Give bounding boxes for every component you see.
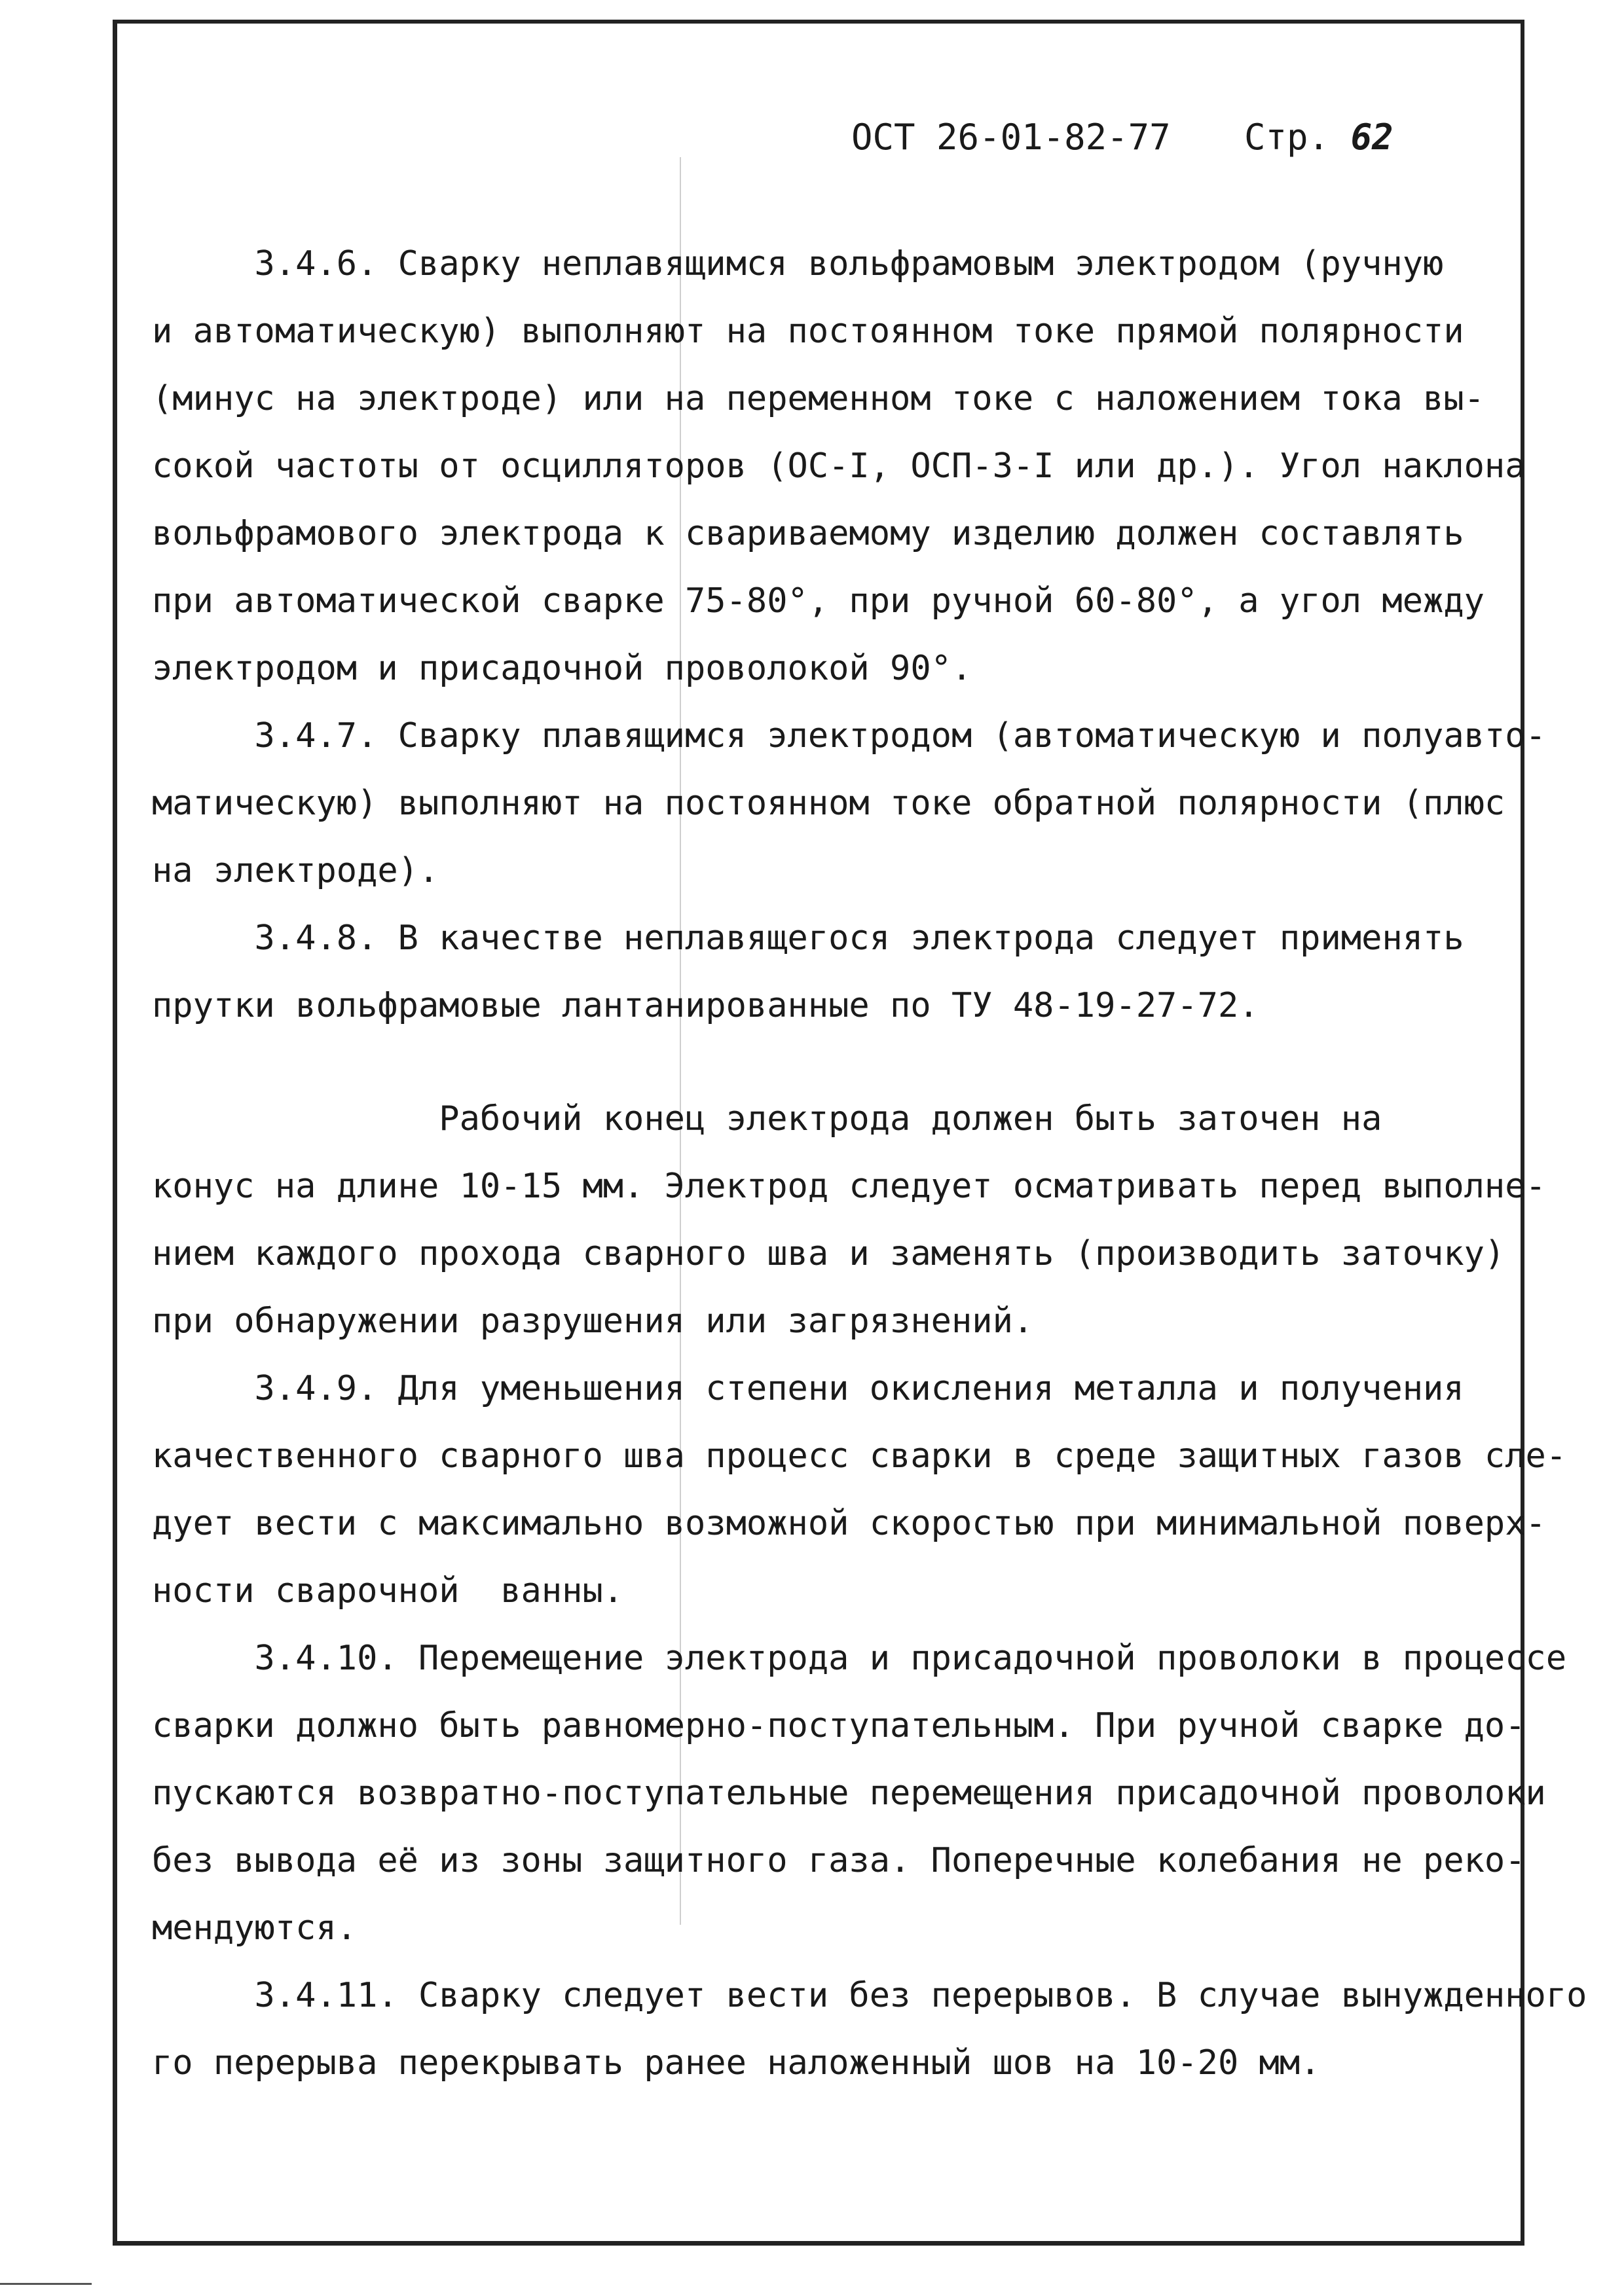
- text-line: 3.4.6. Сварку неплавящимся вольфрамовым электродом (ручную: [152, 244, 1444, 283]
- paragraph-3-4-6: [152, 230, 1534, 702]
- paragraph-gap: [152, 1040, 1534, 1085]
- text-line: при обнаружении разрушения или загрязнений.: [152, 1302, 1034, 1341]
- page-header: [851, 117, 1441, 240]
- paragraph-3-4-10: [152, 1625, 1567, 1962]
- footer-rule: [0, 2283, 92, 2285]
- text-line: вольфрамового электрода к свариваемому изделию должен составлять: [152, 514, 1464, 553]
- text-line: и автоматическую) выполняют на постоянном токе прямой полярности: [152, 312, 1464, 351]
- text-line: 3.4.8. В качестве неплавящегося электрода следует применять: [152, 919, 1464, 958]
- text-line: го перерыва перекрывать ранее наложенный шов на 10-20 мм.: [152, 2043, 1321, 2083]
- paragraph-3-4-8-continued: [152, 1085, 1546, 1355]
- document-body: [152, 230, 1587, 2097]
- text-line: пускаются возвратно-поступательные перемещения присадочной проволоки: [152, 1774, 1546, 1813]
- text-line: матическую) выполняют на постоянном токе обратной полярности (плюс: [152, 784, 1505, 823]
- text-line: при автоматической сварке 75-80°, при ручной 60-80°, а угол между: [152, 581, 1485, 621]
- text-line: (минус на электроде) или на переменном токе с наложением тока вы-: [152, 379, 1485, 418]
- text-line: 3.4.10. Перемещение электрода и присадочной проволоки в процессе: [152, 1639, 1567, 1678]
- paragraph-3-4-7: [152, 702, 1546, 905]
- text-line: конус на длине 10-15 мм. Электрод следует осматривать перед выполне-: [152, 1167, 1546, 1206]
- text-line: качественного сварного шва процесс сварки в среде защитных газов сле-: [152, 1436, 1567, 1476]
- page-label: Стр.: [1244, 117, 1351, 158]
- text-line: электродом и присадочной проволокой 90°.: [152, 649, 972, 688]
- page-number: 62: [1350, 117, 1393, 158]
- text-line: дует вести с максимально возможной скоростью при минимальной поверх-: [152, 1504, 1546, 1543]
- paragraph-3-4-8: [152, 905, 1534, 1040]
- document-code: ОСТ 26-01-82-77: [851, 117, 1171, 158]
- text-line: сокой частоты от осцилляторов (ОС-I, ОСП-3-I или др.). Угол наклона: [152, 446, 1526, 486]
- text-line: на электроде).: [152, 851, 439, 890]
- paragraph-3-4-11: [152, 1962, 1587, 2097]
- text-line: 3.4.11. Сварку следует вести без перерывов. В случае вынужденного: [152, 1976, 1587, 2015]
- text-line: сварки должно быть равномерно-поступательным. При ручной сварке до-: [152, 1706, 1526, 1745]
- text-line: мендуются.: [152, 1908, 358, 1948]
- paragraph-3-4-9: [152, 1355, 1567, 1625]
- text-line: Рабочий конец электрода должен быть заточен на: [152, 1099, 1382, 1139]
- text-line: без вывода её из зоны защитного газа. Поперечные колебания не реко-: [152, 1841, 1526, 1880]
- text-line: прутки вольфрамовые лантанированные по ТУ 48-19-27-72.: [152, 986, 1259, 1025]
- text-line: ности сварочной ванны.: [152, 1571, 624, 1611]
- page-number-block: [1244, 117, 1393, 158]
- text-line: 3.4.7. Сварку плавящимся электродом (автоматическую и полуавто-: [152, 716, 1546, 756]
- text-line: 3.4.9. Для уменьшения степени окисления металла и получения: [152, 1369, 1464, 1408]
- text-line: нием каждого прохода сварного шва и заменять (производить заточку): [152, 1234, 1505, 1273]
